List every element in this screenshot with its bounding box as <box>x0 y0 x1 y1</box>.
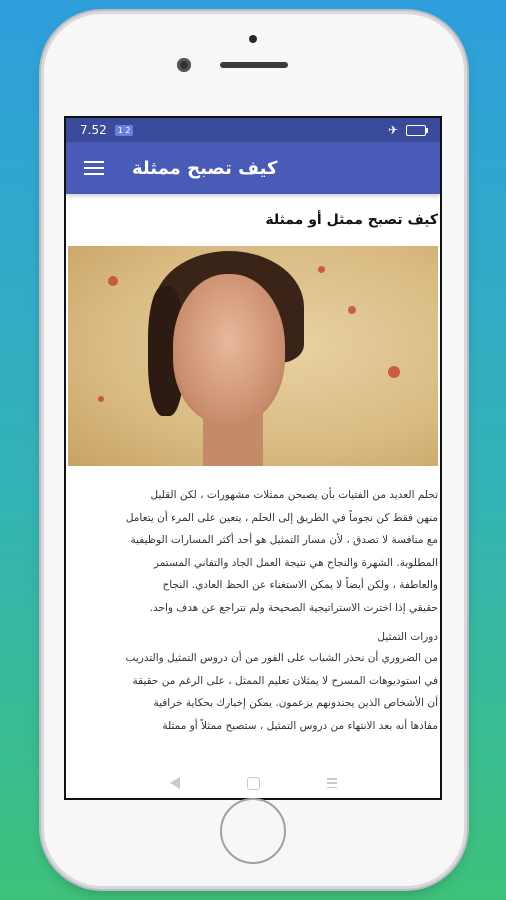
article-content[interactable] <box>66 194 440 737</box>
app-title: كيف تصبح ممثلة <box>132 157 278 179</box>
back-icon[interactable] <box>170 777 180 789</box>
home-button[interactable] <box>220 798 286 864</box>
article-image <box>68 246 438 466</box>
article-title: كيف تصبح ممثل أو ممثلة <box>265 212 438 228</box>
portrait-face <box>173 274 285 424</box>
status-time: 7.52 <box>80 123 107 137</box>
status-bar <box>66 118 440 142</box>
menu-icon[interactable] <box>84 161 104 175</box>
airplane-icon: ✈ <box>387 123 398 137</box>
proximity-sensor <box>249 35 257 43</box>
recent-apps-icon[interactable] <box>327 778 337 788</box>
notification-badge: 1 2 <box>115 125 134 136</box>
section-heading: دورات التمثيل <box>377 631 438 643</box>
system-nav-bar <box>66 768 440 798</box>
earpiece-speaker <box>220 62 288 68</box>
home-icon[interactable] <box>247 777 260 790</box>
front-camera <box>177 58 191 72</box>
app-bar <box>66 142 440 194</box>
paragraph-1: تحلم العديد من الفتيات بأن يصبحن ممثلات مشهورات ، لكن القليل منهن فقط كن نجوماً في الطريق إلى الحلم ، يتعين على المرء أن يتعامل مع منافسة لا تصدق ، لأن مسار التمثيل هو أحد أكثر المسارات الوظيفية المطلوبة. الشهرة والنجاح هي نتيجة العمل الجاد والتفاني المستمر والعاطفة ، ولكن أيضاً لا يمكن الاستغناء عن الحظ العادي. النجاح حقيقي إذا اخترت الاستراتيجية الصحيحة ولم تتراجع عن هدف واحد. <box>125 489 438 614</box>
phone-frame <box>44 14 464 886</box>
paragraph-2: من الضروري أن نحذر الشباب على الفور من أن دروس التمثيل والتدريب في استوديوهات المسرح لا يمثلان تعليم الممثل ، على الرغم من حقيقة أن الأشخاص الذين يجندونهم يزعمون. يمكن إخبارك بحكاية خرافية مفادها أنه بعد الانتهاء من دروس التمثيل ، ستصبح ممثلاً أو ممثلة <box>125 652 438 732</box>
battery-icon <box>406 125 426 136</box>
app-screen <box>64 116 442 800</box>
